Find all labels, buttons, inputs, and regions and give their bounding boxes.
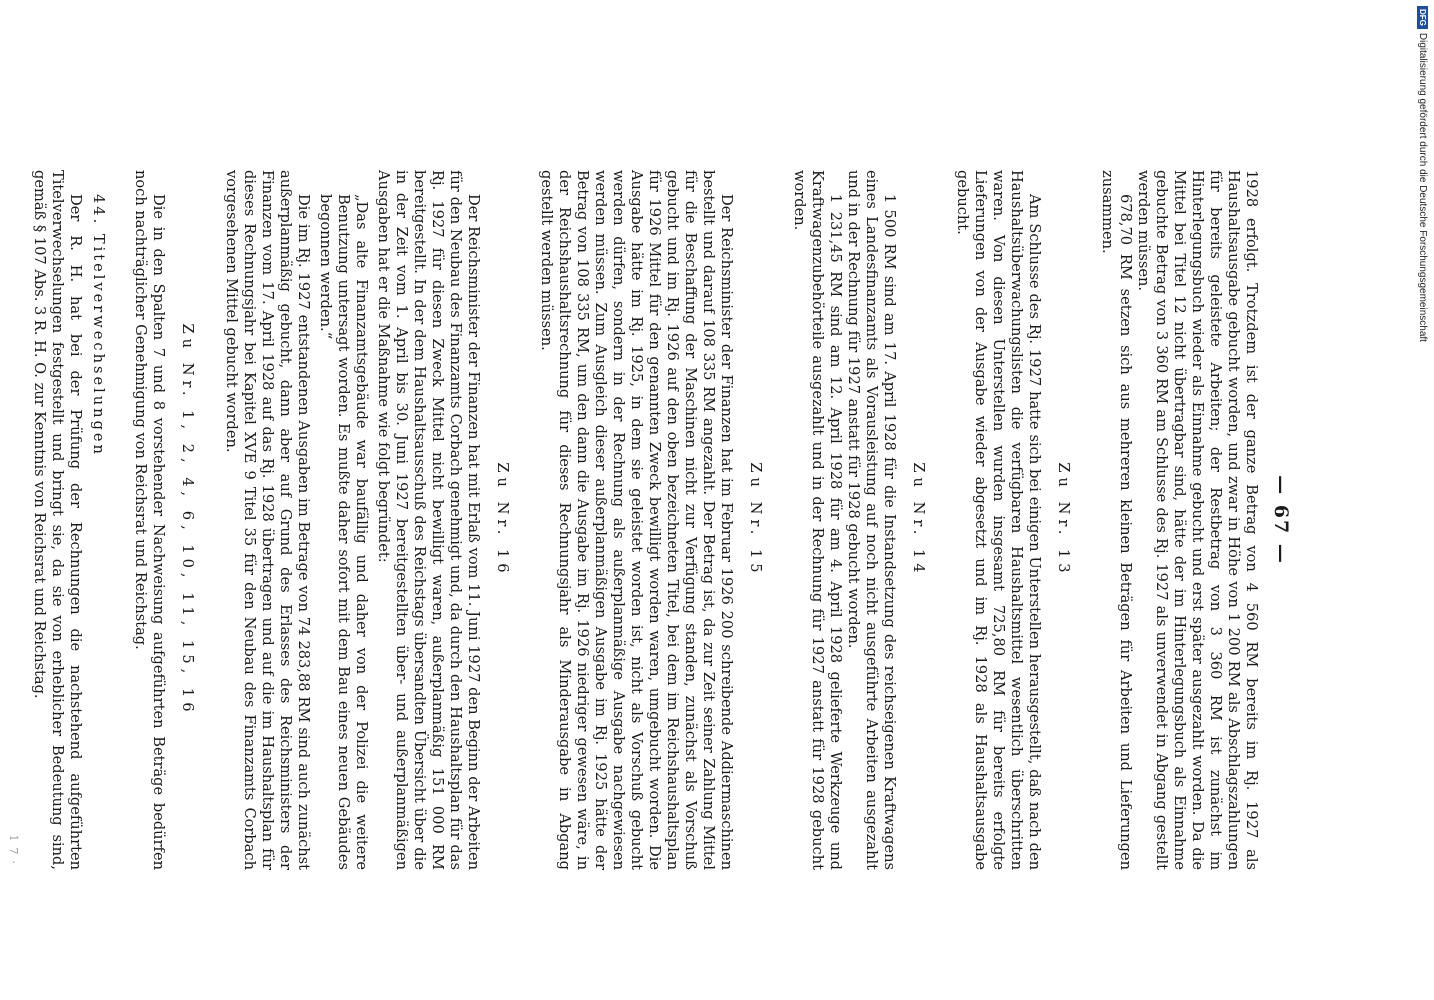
digitization-credit [1410,6,1432,994]
paragraph: 678,70 RM setzen sich aus mehreren kleinen Beträgen für Arbeiten und Lieferungen zusammen. [1099,170,1134,870]
section-heading: Zu Nr. 13 [1055,462,1072,578]
section-heading: Zu Nr. 15 [747,462,764,578]
section-heading: Zu Nr. 1, 2, 4, 6, 10, 11, 15, 16 [179,323,196,717]
paragraph: 1928 erfolgt. Trotzdem ist der ganze Betrag von 4 560 RM bereits im Rj. 1927 als Haushaltsausgabe gebucht worden, und zwar in Höhe von 1 200 RM als Abschlagszahlungen für bereits geleistete Arbeiten; der Restbetrag von 3 360 RM ist zunächst im Hinterlegungsbuch wieder als Einnahme gebucht und erst später ausgezahlt worden. Da die Mittel bei Titel 12 nicht übertragbar sind, hätte der im Hinterlegungsbuch als Einnahme gebuchte Betrag von 3 360 RM am Schlusse des Rj. 1927 als unverwendet in Abgang gestellt werden müssen. [1135,170,1260,870]
quotation: „Das alte Finanzamtsgebäude war baufällig und daher von der Polizei die weitere Benutzung untersagt worden. Es mußte daher sofort mit dem Bau eines neuen Gebäudes begonnen werden.“ [317,194,370,870]
paragraph: Die im Rj. 1927 entstandenen Ausgaben im Betrage von 74 283,88 RM sind auch zunächst außerplanmäßig gebucht, dann aber auf Grund des Erlasses des Reichsministers der Finanzen vom 17. April 1928 auf das Rj. 1928 übertragen und auf die im Haushaltsplan für dieses Rechnungsjahr bei Kapitel XVE 9 Titel 35 für den Neubau des Finanzamts Corbach vorgesehenen Mittel gebucht worden. [223,170,312,870]
digitization-credit-text: Digitalisierung gefördert durch die Deutsche Forschungsgemeinschaft [1416,32,1428,342]
paragraph: Der R. H. hat bei der Prüfung der Rechnungen die nachstehend aufgeführten Titelverwechselungen festgestellt und bringt sie, da sie von erheblicher Bedeutung sind, gemäß § 107 Abs. 3 R. H. O. zur Kenntnis von Reichsrat und Reichstag. [31,170,84,870]
dfg-logo: DFG [1417,6,1428,29]
section-heading: 44. Titelverwechselungen [90,194,107,457]
paragraph: Am Schlusse des Rj. 1927 hatte sich bei einigen Unterstellen herausgestellt, daß nach den Haushaltsüberwachungslisten die verfügbaren Haushaltsmittel wesentlich überschritten waren. Von diesen Unterstellen wurden insgesamt 725,80 RM für bereits erfolgte Lieferungen von der Ausgabe wieder abgesetzt und im Rj. 1928 als Haushaltsausgabe gebucht. [954,170,1043,870]
paragraph: Die in den Spalten 7 und 8 vorstehender Nachweisung aufgeführten Beträge bedürfen noch nachträglicher Genehmigung von Reichsrat und Reichstag. [132,170,167,870]
page-number: — 67 — [1270,475,1292,565]
section-heading: Zu Nr. 16 [494,462,511,578]
bleed-through-marks: 17· [7,834,20,870]
paragraph: Der Reichsminister der Finanzen hat mit Erlaß vom 11. Juni 1927 den Beginn der Arbeiten für den Neubau des Finanzamts Corbach genehmigt und, da durch den Haushaltsplan für das Rj. 1927 für diesen Zweck Mittel nicht bewilligt waren, außerplanmäßig 151 000 RM bereitgestellt. In der dem Haushaltsausschuß des Reichstags übersandten Übersicht über die in der Zeit vom 1. April bis 30. Juni 1927 bereitgestellten über- und außerplanmäßigen Ausgaben hat er die Maßnahme wie folgt begründet: [375,170,482,870]
document-page [7,160,1300,880]
paragraph: Der Reichsminister der Finanzen hat im Februar 1926 200 schreibende Addiermaschinen bestellt und darauf 108 335 RM angezahlt. Der Betrag ist, da zur Zeit seiner Zahlung Mittel für die Beschaffung der Maschinen nicht zur Verfügung standen, zunächst als Vorschuß gebucht und im Rj. 1926 auf den oben bezeichneten Titel, bei dem im Reichshaushaltsplan für 1926 Mittel für den genannten Zweck bewilligt worden waren, umgebucht worden. Die Ausgabe hätte im Rj. 1925, in dem sie geleistet worden ist, nicht als Vorschuß gebucht werden dürfen, sondern in der Rechnung als außerplanmäßige Ausgabe nachgewiesen werden müssen. Zum Ausgleich dieser außerplanmäßigen Ausgabe im Rj. 1925 hätte der Betrag von 108 335 RM, um den dann die Ausgabe im Rj. 1926 niedriger gewesen wäre, in der Reichshaushaltsrechnung für dieses Rechnungsjahr als Minderausgabe in Abgang gestellt werden müssen. [538,170,735,870]
section-heading: Zu Nr. 14 [910,462,927,578]
paragraph: 1 231,45 RM sind am 12. April 1928 für am 4. April 1928 gelieferte Werkzeuge und Kraftwagenzubehörteile ausgezahlt und in der Rechnung für 1927 anstatt für 1928 gebucht worden. [791,170,844,870]
paragraph: 1 500 RM sind am 17. April 1928 für die Instandsetzung des reichseigenen Kraftwagens eines Landesfinanzamts als Vorausleistung auf noch nicht ausgeführte Arbeiten ausgezahlt und in der Rechnung für 1927 anstatt für 1928 gebucht worden. [845,170,898,870]
